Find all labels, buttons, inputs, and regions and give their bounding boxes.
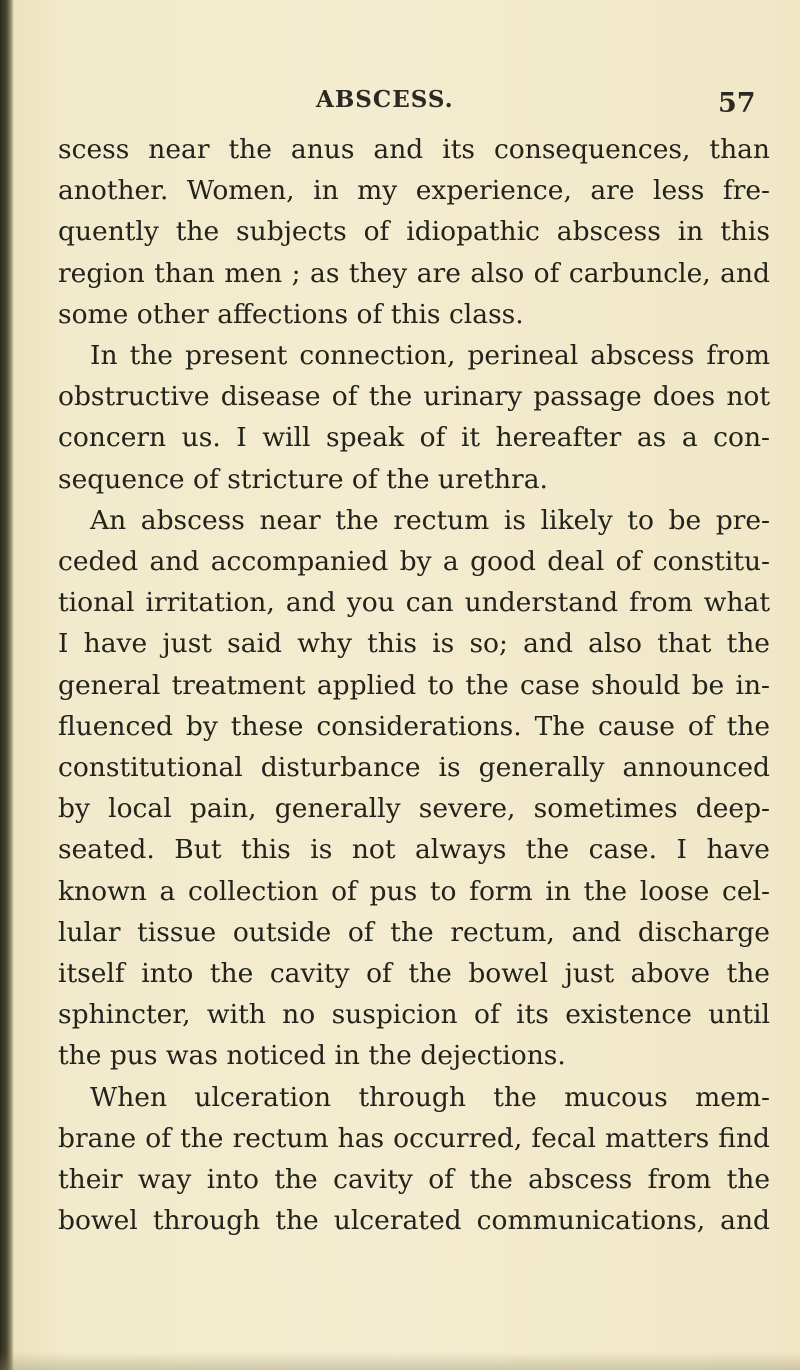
text-line: the pus was noticed in the dejections. [58, 1040, 566, 1072]
text-line: An abscess near the rectum is likely to be pre- [90, 504, 770, 536]
page-header [0, 80, 800, 120]
text-line: obstructive disease of the urinary passage does not [58, 381, 770, 413]
text-line: When ulceration through the mucous mem- [90, 1081, 770, 1113]
text-line: general treatment applied to the case should be in- [58, 669, 770, 701]
text-line: tional irritation, and you can understand from what [58, 587, 770, 619]
text-line: seated. But this is not always the case. I have [58, 834, 770, 866]
text-line: their way into the cavity of the abscess from the [58, 1164, 770, 1196]
running-head: ABSCESS. [316, 86, 454, 113]
text-line: itself into the cavity of the bowel just above the [58, 958, 770, 990]
text-line: fluenced by these considerations. The cause of the [58, 710, 770, 742]
text-line: I have just said why this is so; and also that the [58, 628, 770, 660]
text-line: concern us. I will speak of it hereafter as a con- [58, 422, 770, 454]
text-line: ceded and accompanied by a good deal of constitu- [58, 546, 770, 578]
text-line: bowel through the ulcerated communications, and [58, 1205, 770, 1237]
text-line: brane of the rectum has occurred, fecal matters find [58, 1122, 770, 1154]
page-bottom-shadow [0, 1352, 800, 1370]
text-line: sequence of stricture of the urethra. [58, 463, 548, 495]
text-line: constitutional disturbance is generally announced [58, 752, 770, 784]
text-line: sphincter, with no suspicion of its existence until [58, 999, 770, 1031]
body-text [58, 129, 770, 1241]
text-line: quently the subjects of idiopathic abscess in this [58, 216, 770, 248]
text-line: scess near the anus and its consequences, than [58, 134, 770, 165]
text-line: some other affections of this class. [58, 298, 524, 330]
text-line: known a collection of pus to form in the loose cel- [58, 875, 770, 907]
text-line: region than men ; as they are also of carbuncle, and [58, 257, 770, 289]
page-binding-edge [0, 0, 14, 1370]
text-line: In the present connection, perineal abscess from [90, 340, 770, 372]
text-line: by local pain, generally severe, sometimes deep- [58, 793, 770, 825]
text-line: lular tissue outside of the rectum, and discharge [58, 916, 770, 948]
text-line: another. Women, in my experience, are less fre- [58, 175, 770, 207]
page-number: 57 [718, 88, 756, 119]
